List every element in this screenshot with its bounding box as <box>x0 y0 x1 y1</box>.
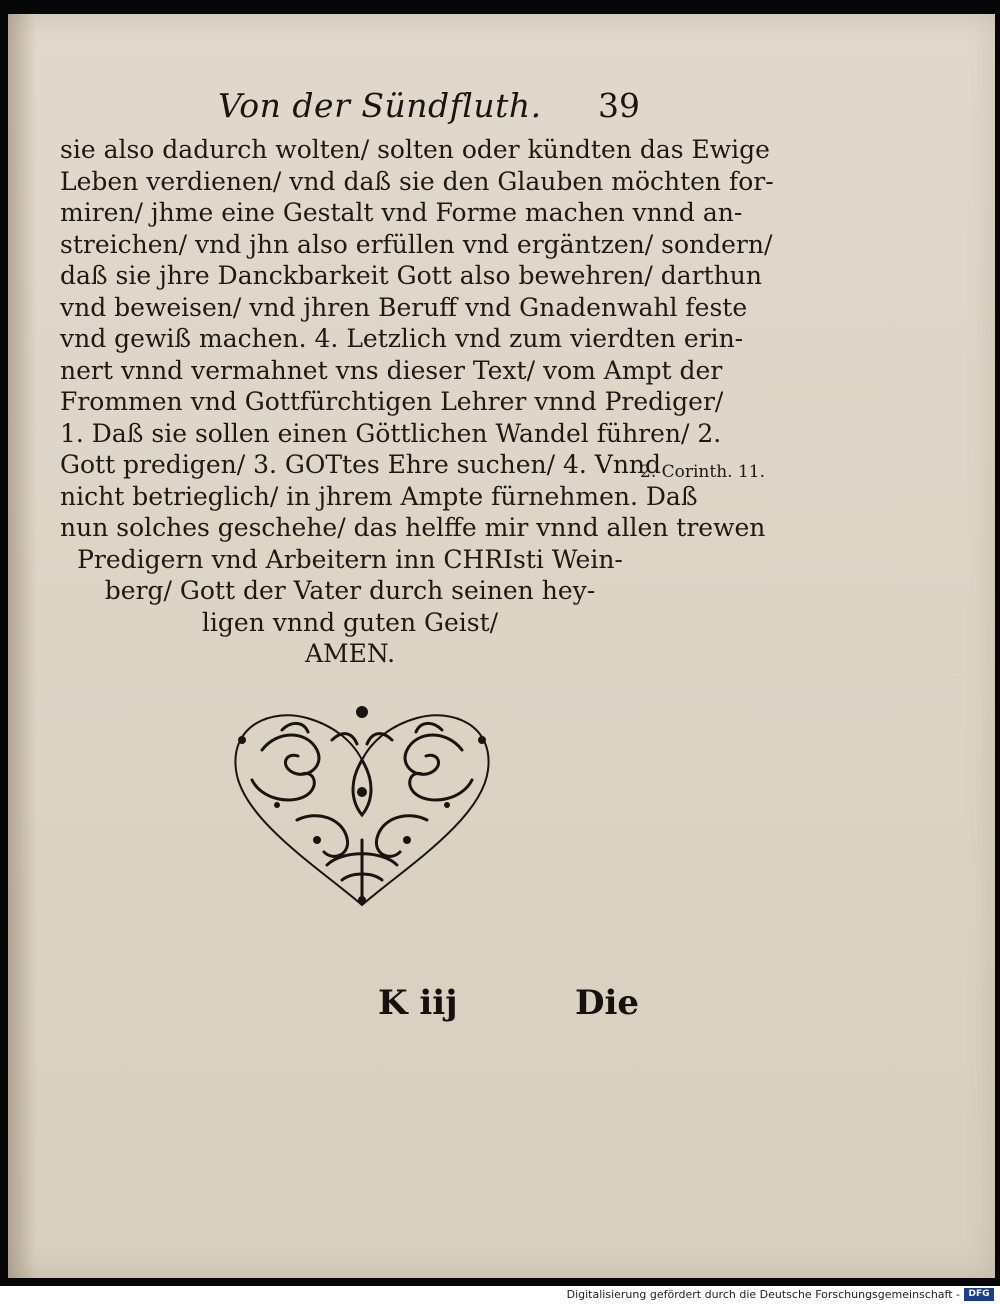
edge-mark <box>968 676 974 678</box>
heart-ornament-icon <box>222 700 502 910</box>
text-line: vnd beweisen/ vnd jhren Beruff vnd Gnadenwahl feste <box>60 292 748 322</box>
text-line: Frommen vnd Gottfürchtigen Lehrer vnnd Prediger/ <box>60 387 724 416</box>
text-line: daß sie jhre Danckbarkeit Gott also bewehren/ darthun <box>60 261 762 290</box>
text-line-amen: AMEN. <box>304 639 396 668</box>
text-line-tail: ligen vnnd guten Geist/ <box>201 607 499 637</box>
text-line: vnd gewiß machen. 4. Letzlich vnd zum vierdten erin- <box>60 324 744 353</box>
text-line: nicht betrieglich/ in jhrem Ampte fürnehmen. Daß <box>60 481 698 511</box>
catchword: Die <box>575 983 640 1023</box>
text-line: Gott predigen/ 3. GOTtes Ehre suchen/ 4. Vnnd <box>60 450 662 479</box>
running-head-title: Von der Sündfluth. <box>218 86 542 125</box>
text-line: Leben verdienen/ vnd daß sie den Glauben möchten for- <box>60 166 774 196</box>
text-line-tail: Predigern vnd Arbeitern inn CHRIsti Wein- <box>77 544 623 574</box>
text-line: nert vnnd vermahnet vns dieser Text/ vom Ampt der <box>60 355 723 385</box>
dfg-logo: DFG <box>964 1288 994 1301</box>
text-line-tail: berg/ Gott der Vater durch seinen hey- <box>104 576 596 605</box>
page-number: 39 <box>598 86 640 125</box>
edge-mark <box>981 676 987 678</box>
marginal-note: 2. Corinth. 11. <box>640 462 766 482</box>
running-head <box>200 84 640 128</box>
signature-mark: K iij <box>378 983 458 1023</box>
credit-text: Digitalisierung gefördert durch die Deutsche Forschungsgemeinschaft - <box>566 1288 960 1301</box>
edge-mark <box>955 676 961 678</box>
text-line: 1. Daß sie sollen einen Göttlichen Wandel führen/ 2. <box>60 418 722 448</box>
text-line: miren/ jhme eine Gestalt vnd Forme machen vnnd an- <box>60 198 743 227</box>
text-line: nun solches geschehe/ das helffe mir vnnd allen trewen <box>60 513 766 542</box>
page-gutter-shadow <box>8 14 36 1278</box>
text-line: streichen/ vnd jhn also erfüllen vnd ergäntzen/ sondern/ <box>60 229 773 259</box>
credit-bar <box>0 1286 1000 1304</box>
text-line: sie also dadurch wolten/ solten oder kündten das Ewige <box>60 135 770 164</box>
